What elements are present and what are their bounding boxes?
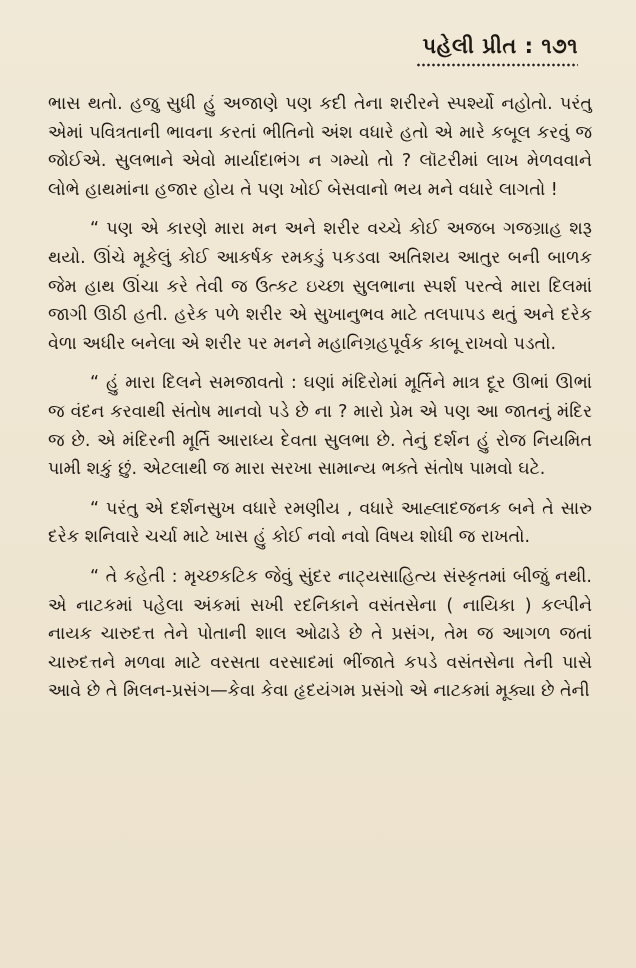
running-title: પહેલી પ્રીત : ૧૭૧ — [422, 34, 578, 58]
paragraph-5: “ તે કહેતી : મૃચ્છકટિક જેવું સુંદર નાટ્યસાહિત્ય સંસ્કૃતમાં બીજું નથી. એ નાટકમાં પહેલા અંકમાં સખી રદનિકાને વસંતસેના ( નાયિકા ) કલ્પીને નાયક ચારુદત્ત તેને પોતાની શાલ ઓઢાડે છે તે પ્રસંગ, તેમ જ આગળ જતાં ચારુદત્તને મળવા માટે વરસતા વરસાદમાં ભીંજાતે કપડે વસંતસેના તેની પાસે આવે છે તે મિલન-પ્રસંગ—કેવા કેવા હૃદયંગમ પ્રસંગો એ નાટકમાં મૂક્યા છે તેની — [48, 566, 592, 702]
page-body — [48, 90, 592, 717]
paragraph-3: “ હું મારા દિલને સમજાવતો : ઘણાં મંદિરોમાં મૂર્તિને માત્ર દૂર ઊભાં ઊભાં જ વંદન કરવાથી સંતોષ માનવો પડે છે ના ? મારો પ્રેમ એ પણ આ જાતનું મંદિર જ છે. એ મંદિરની મૂર્તિ આરાધ્ય દેવતા સુલભા છે. તેનું દર્શન હું રોજ નિયમિત પામી શકું છું. એટલાથી જ મારા સરખા સામાન્ય ભક્તે સંતોષ પામવો ઘટે. — [48, 373, 592, 480]
running-header — [416, 34, 578, 68]
paragraph-2: “ પણ એ કારણે મારા મન અને શરીર વચ્ચે કોઈ અજબ ગજગ્રાહ શરૂ થયો. ઊંચે મૂકેલું કોઈ આકર્ષક રમકડું પકડવા અતિશય આતુર બની બાળક જેમ હાથ ઊંચા કરે તેવી જ ઉત્કટ ઇચ્છા સુલભાના સ્પર્શ પરત્વે મારા દિલમાં જાગી ઊઠી હતી. હરેક પળે શરીર એ સુખાનુભવ માટે તલપાપડ થતું અને દરેક વેળા અધીર બનેલા એ શરીર પર મનને મહાનિગ્રહપૂર્વક કાબૂ રાખવો પડતો. — [48, 219, 592, 354]
dotted-rule — [416, 62, 578, 68]
paragraph-1: ભાસ થતો. હજુ સુધી હું અજાણે પણ કદી તેના શરીરને સ્પર્શ્યો નહોતો. પરંતુ એમાં પવિત્રતાની ભાવના કરતાં ભીતિનો અંશ વધારે હતો એ મારે કબૂલ કરવું જ જોઈએ. સુલભાને એવો માર્યાદાભંગ ન ગમ્યો તો ? લૉટરીમાં લાખ મેળવવાને લોભે હાથમાંના હજાર હોય તે પણ ખોઈ બેસવાનો ભય મને વધારે લાગતો ! — [48, 94, 592, 200]
paragraph-4: “ પરંતુ એ દર્શનસુખ વધારે રમણીય , વધારે આહ્લાદજનક બને તે સારુ દરેક શનિવારે ચર્ચા માટે ખાસ હું કોઈ નવો નવો વિષય શોધી જ રાખતો. — [48, 498, 592, 548]
